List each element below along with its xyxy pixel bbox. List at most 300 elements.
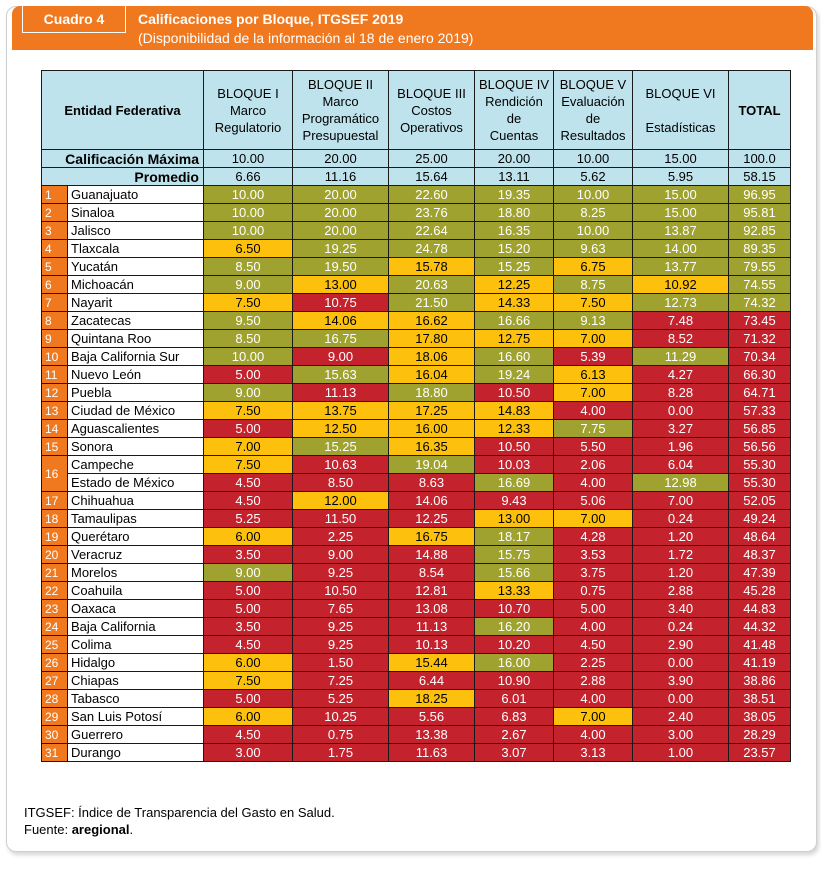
block-score-cell: 8.28: [633, 384, 729, 402]
block-score-cell: 5.06: [554, 492, 633, 510]
block-score-cell: 7.00: [554, 510, 633, 528]
state-row: [42, 546, 791, 564]
total-score-cell: 71.32: [729, 330, 791, 348]
rank-cell: 6: [42, 276, 68, 294]
block-score-cell: 1.72: [633, 546, 729, 564]
state-name: Hidalgo: [68, 654, 204, 672]
state-row: [42, 312, 791, 330]
block-score-cell: 13.77: [633, 258, 729, 276]
state-row: [42, 600, 791, 618]
max-score-cell: 10.00: [204, 150, 293, 168]
block-score-cell: 3.53: [554, 546, 633, 564]
block-score-cell: 7.50: [554, 294, 633, 312]
block-score-cell: 9.25: [293, 636, 389, 654]
state-row: [42, 402, 791, 420]
block-score-cell: 15.44: [389, 654, 475, 672]
block-score-cell: 10.50: [475, 438, 554, 456]
total-score-cell: 89.35: [729, 240, 791, 258]
block-header-line: BLOQUE III: [397, 85, 466, 101]
max-score-label: Calificación Máxima: [42, 150, 204, 168]
state-name: Estado de México: [68, 474, 204, 492]
block-score-cell: 7.00: [633, 492, 729, 510]
block-score-cell: 16.66: [475, 312, 554, 330]
block-score-cell: 10.00: [204, 186, 293, 204]
block-score-cell: 7.00: [554, 384, 633, 402]
block-score-cell: 5.56: [389, 708, 475, 726]
block-score-cell: 3.40: [633, 600, 729, 618]
source-end: .: [129, 822, 134, 837]
state-name: Durango: [68, 744, 204, 762]
block-score-cell: 4.28: [554, 528, 633, 546]
block-score-cell: 10.00: [204, 348, 293, 366]
total-score-cell: 47.39: [729, 564, 791, 582]
block-score-cell: 0.00: [633, 402, 729, 420]
block-score-cell: 18.06: [389, 348, 475, 366]
block-score-cell: 14.06: [389, 492, 475, 510]
block-score-cell: 18.17: [475, 528, 554, 546]
block-score-cell: 1.75: [293, 744, 389, 762]
block-score-cell: 9.25: [293, 564, 389, 582]
block-score-cell: 6.75: [554, 258, 633, 276]
table-subtitle: (Disponibilidad de la información al 18 de enero 2019): [138, 30, 474, 46]
total-score-cell: 66.30: [729, 366, 791, 384]
total-score-cell: 41.48: [729, 636, 791, 654]
state-row: [42, 654, 791, 672]
block-score-cell: 0.75: [554, 582, 633, 600]
total-score-cell: 38.05: [729, 708, 791, 726]
state-name: Campeche: [68, 456, 204, 474]
block-score-cell: 4.50: [554, 636, 633, 654]
block-score-cell: 19.50: [293, 258, 389, 276]
block-score-cell: 12.50: [293, 420, 389, 438]
block-score-cell: 2.06: [554, 456, 633, 474]
block-score-cell: 11.63: [389, 744, 475, 762]
block-score-cell: 11.13: [389, 618, 475, 636]
max-score-cell: 20.00: [475, 150, 554, 168]
rank-cell: 7: [42, 294, 68, 312]
block-score-cell: 10.13: [389, 636, 475, 654]
block-score-cell: 5.25: [293, 690, 389, 708]
block-score-cell: 16.75: [389, 528, 475, 546]
block-score-cell: 12.75: [475, 330, 554, 348]
block-score-cell: 12.00: [293, 492, 389, 510]
block-score-cell: 24.78: [389, 240, 475, 258]
state-row: [42, 456, 791, 474]
block-header-line: Operativos: [400, 119, 463, 135]
rank-cell: 3: [42, 222, 68, 240]
block-score-cell: 5.25: [204, 510, 293, 528]
block-score-cell: 7.50: [204, 456, 293, 474]
block-score-cell: 3.50: [204, 618, 293, 636]
block-score-cell: 15.20: [475, 240, 554, 258]
average-cell: 5.62: [554, 168, 633, 186]
block-score-cell: 2.25: [293, 528, 389, 546]
state-name: Yucatán: [68, 258, 204, 276]
rank-cell: 10: [42, 348, 68, 366]
block-score-cell: 5.00: [204, 420, 293, 438]
block-score-cell: 8.63: [389, 474, 475, 492]
rank-cell: 2: [42, 204, 68, 222]
block-score-cell: 19.04: [389, 456, 475, 474]
state-name: Baja California: [68, 618, 204, 636]
block-score-cell: 6.01: [475, 690, 554, 708]
block-score-cell: 11.50: [293, 510, 389, 528]
source-label: Fuente:: [24, 822, 72, 837]
block-score-cell: 19.25: [293, 240, 389, 258]
block-header-line: BLOQUE V: [559, 77, 627, 92]
block-score-cell: 20.00: [293, 222, 389, 240]
total-score-cell: 70.34: [729, 348, 791, 366]
block-score-cell: 8.50: [204, 330, 293, 348]
total-score-cell: 92.85: [729, 222, 791, 240]
block-score-cell: 18.80: [389, 384, 475, 402]
block-score-cell: 7.50: [204, 672, 293, 690]
state-row: [42, 330, 791, 348]
block-2-header: [293, 71, 389, 150]
block-score-cell: 15.00: [633, 186, 729, 204]
block-score-cell: 16.69: [475, 474, 554, 492]
block-header-line: Estadísticas: [645, 119, 716, 135]
average-row: [42, 168, 791, 186]
block-score-cell: 16.35: [389, 438, 475, 456]
block-score-cell: 4.27: [633, 366, 729, 384]
block-score-cell: 1.50: [293, 654, 389, 672]
block-score-cell: 5.00: [554, 600, 633, 618]
block-score-cell: 13.33: [475, 582, 554, 600]
block-score-cell: 10.63: [293, 456, 389, 474]
total-score-cell: 45.28: [729, 582, 791, 600]
table-title: Calificaciones por Bloque, ITGSEF 2019: [138, 11, 404, 27]
block-score-cell: 10.03: [475, 456, 554, 474]
block-score-cell: 9.00: [204, 384, 293, 402]
state-row: [42, 726, 791, 744]
block-score-cell: 2.90: [633, 636, 729, 654]
max-score-cell: 100.0: [729, 150, 791, 168]
state-row: [42, 240, 791, 258]
average-cell: 13.11: [475, 168, 554, 186]
block-header-line: Costos: [411, 102, 452, 118]
state-name: Colima: [68, 636, 204, 654]
rank-cell: 14: [42, 420, 68, 438]
scores-table-container: [41, 70, 791, 762]
block-score-cell: 7.48: [633, 312, 729, 330]
state-row: [42, 492, 791, 510]
block-header-line: Evaluación: [561, 94, 625, 109]
block-score-cell: 2.88: [633, 582, 729, 600]
state-name: Morelos: [68, 564, 204, 582]
total-score-cell: 79.55: [729, 258, 791, 276]
block-score-cell: 2.88: [554, 672, 633, 690]
block-score-cell: 23.76: [389, 204, 475, 222]
total-score-cell: 74.32: [729, 294, 791, 312]
block-score-cell: 22.60: [389, 186, 475, 204]
rank-cell: 19: [42, 528, 68, 546]
block-score-cell: 7.50: [204, 402, 293, 420]
total-score-cell: 73.45: [729, 312, 791, 330]
block-header-line: de: [585, 111, 601, 126]
state-name: Chiapas: [68, 672, 204, 690]
block-score-cell: 2.67: [475, 726, 554, 744]
rank-cell: 22: [42, 582, 68, 600]
state-row: [42, 510, 791, 528]
block-score-cell: 7.50: [204, 294, 293, 312]
block-score-cell: 9.00: [204, 276, 293, 294]
block-score-cell: 1.00: [633, 744, 729, 762]
block-score-cell: 4.50: [204, 492, 293, 510]
block-score-cell: 3.75: [554, 564, 633, 582]
total-score-cell: 56.85: [729, 420, 791, 438]
block-score-cell: 13.00: [475, 510, 554, 528]
block-score-cell: 4.00: [554, 726, 633, 744]
block-score-cell: 4.50: [204, 474, 293, 492]
rank-cell: 26: [42, 654, 68, 672]
block-score-cell: 4.00: [554, 402, 633, 420]
rank-cell: 24: [42, 618, 68, 636]
total-score-cell: 52.05: [729, 492, 791, 510]
rank-cell: 12: [42, 384, 68, 402]
rank-cell: 27: [42, 672, 68, 690]
block-score-cell: 6.00: [204, 528, 293, 546]
block-score-cell: 15.78: [389, 258, 475, 276]
block-score-cell: 14.88: [389, 546, 475, 564]
block-score-cell: 7.00: [204, 438, 293, 456]
state-name: Aguascalientes: [68, 420, 204, 438]
state-row: [42, 690, 791, 708]
state-name: Guanajuato: [68, 186, 204, 204]
state-row: [42, 582, 791, 600]
block-header-line: BLOQUE VI: [645, 85, 716, 101]
total-score-cell: 38.51: [729, 690, 791, 708]
block-score-cell: 10.50: [475, 384, 554, 402]
rank-cell: 15: [42, 438, 68, 456]
block-score-cell: 0.00: [633, 654, 729, 672]
state-name: Tabasco: [68, 690, 204, 708]
total-score-cell: 95.81: [729, 204, 791, 222]
rank-cell: 29: [42, 708, 68, 726]
block-score-cell: 8.54: [389, 564, 475, 582]
block-score-cell: 16.35: [475, 222, 554, 240]
block-score-cell: 14.00: [633, 240, 729, 258]
block-score-cell: 11.29: [633, 348, 729, 366]
block-score-cell: 10.75: [293, 294, 389, 312]
block-score-cell: 6.44: [389, 672, 475, 690]
rank-cell: 28: [42, 690, 68, 708]
block-score-cell: 6.83: [475, 708, 554, 726]
block-header-line: BLOQUE II: [307, 77, 374, 92]
block-score-cell: 6.00: [204, 708, 293, 726]
block-score-cell: 11.13: [293, 384, 389, 402]
rank-cell: 13: [42, 402, 68, 420]
block-score-cell: 6.04: [633, 456, 729, 474]
max-score-cell: 20.00: [293, 150, 389, 168]
block-6-header: [633, 71, 729, 150]
state-name: Ciudad de México: [68, 402, 204, 420]
block-score-cell: 19.35: [475, 186, 554, 204]
total-score-cell: 55.30: [729, 456, 791, 474]
total-score-cell: 57.33: [729, 402, 791, 420]
total-score-cell: 41.19: [729, 654, 791, 672]
block-score-cell: 17.80: [389, 330, 475, 348]
state-row: [42, 204, 791, 222]
block-score-cell: 2.25: [554, 654, 633, 672]
block-score-cell: 9.00: [293, 348, 389, 366]
rank-cell: 20: [42, 546, 68, 564]
block-score-cell: 13.00: [293, 276, 389, 294]
rank-cell: 1: [42, 186, 68, 204]
block-header-line: de: [506, 111, 522, 126]
rank-cell: 17: [42, 492, 68, 510]
block-score-cell: 15.00: [633, 204, 729, 222]
block-score-cell: 10.92: [633, 276, 729, 294]
state-row: [42, 672, 791, 690]
average-cell: 15.64: [389, 168, 475, 186]
block-score-cell: 5.50: [554, 438, 633, 456]
block-score-cell: 4.50: [204, 726, 293, 744]
block-score-cell: 20.00: [293, 204, 389, 222]
block-score-cell: 15.66: [475, 564, 554, 582]
block-score-cell: 7.25: [293, 672, 389, 690]
block-score-cell: 15.63: [293, 366, 389, 384]
block-score-cell: 3.50: [204, 546, 293, 564]
state-row: [42, 384, 791, 402]
block-score-cell: 20.00: [293, 186, 389, 204]
rank-cell: 18: [42, 510, 68, 528]
state-name: Querétaro: [68, 528, 204, 546]
state-name: Baja California Sur: [68, 348, 204, 366]
max-score-cell: 15.00: [633, 150, 729, 168]
block-score-cell: 0.24: [633, 510, 729, 528]
block-score-cell: 10.90: [475, 672, 554, 690]
block-score-cell: 5.00: [204, 366, 293, 384]
block-score-cell: 7.00: [554, 708, 633, 726]
block-score-cell: 5.00: [204, 690, 293, 708]
block-score-cell: 4.00: [554, 474, 633, 492]
block-score-cell: 10.25: [293, 708, 389, 726]
block-score-cell: 12.33: [475, 420, 554, 438]
rank-cell: 30: [42, 726, 68, 744]
block-1-header: [204, 71, 293, 150]
block-score-cell: 9.13: [554, 312, 633, 330]
total-score-cell: 49.24: [729, 510, 791, 528]
block-score-cell: 14.83: [475, 402, 554, 420]
block-header-line: Cuentas: [489, 128, 539, 143]
state-row: [42, 348, 791, 366]
total-score-cell: 74.55: [729, 276, 791, 294]
block-score-cell: 16.60: [475, 348, 554, 366]
block-score-cell: 5.00: [204, 600, 293, 618]
block-score-cell: 16.62: [389, 312, 475, 330]
average-cell: 11.16: [293, 168, 389, 186]
state-row: [42, 744, 791, 762]
state-name: Michoacán: [68, 276, 204, 294]
block-score-cell: 3.00: [633, 726, 729, 744]
block-score-cell: 1.20: [633, 564, 729, 582]
total-score-cell: 44.32: [729, 618, 791, 636]
state-name: Guerrero: [68, 726, 204, 744]
block-score-cell: 13.75: [293, 402, 389, 420]
rank-cell: 25: [42, 636, 68, 654]
block-score-cell: 4.00: [554, 618, 633, 636]
state-name: Jalisco: [68, 222, 204, 240]
total-score-cell: 28.29: [729, 726, 791, 744]
block-header-line: BLOQUE I: [217, 85, 279, 101]
block-4-header: [475, 71, 554, 150]
state-name: Quintana Roo: [68, 330, 204, 348]
block-score-cell: 0.75: [293, 726, 389, 744]
rank-cell: 8: [42, 312, 68, 330]
block-score-cell: 1.96: [633, 438, 729, 456]
state-row: [42, 258, 791, 276]
block-score-cell: 16.75: [293, 330, 389, 348]
block-score-cell: 3.27: [633, 420, 729, 438]
state-row: [42, 528, 791, 546]
block-header-line: Programático: [301, 111, 380, 126]
rank-cell: 4: [42, 240, 68, 258]
state-row: [42, 708, 791, 726]
state-name: Zacatecas: [68, 312, 204, 330]
total-score-cell: 96.95: [729, 186, 791, 204]
block-score-cell: 3.00: [204, 744, 293, 762]
rank-cell: 9: [42, 330, 68, 348]
total-score-cell: 56.56: [729, 438, 791, 456]
block-score-cell: 6.50: [204, 240, 293, 258]
state-row: [42, 438, 791, 456]
block-score-cell: 3.07: [475, 744, 554, 762]
state-name: Puebla: [68, 384, 204, 402]
block-score-cell: 15.75: [475, 546, 554, 564]
block-score-cell: 10.00: [554, 222, 633, 240]
footnote-source: [24, 822, 133, 837]
table-header-bar: [12, 6, 813, 50]
block-header-line: Marco: [229, 102, 267, 118]
state-row: [42, 474, 791, 492]
state-row: [42, 276, 791, 294]
state-name: Tlaxcala: [68, 240, 204, 258]
block-score-cell: 14.06: [293, 312, 389, 330]
block-header-line: Rendición: [485, 94, 543, 109]
block-header-line: Regulatorio: [214, 119, 282, 135]
block-score-cell: 8.75: [554, 276, 633, 294]
rank-cell: 11: [42, 366, 68, 384]
block-score-cell: 14.33: [475, 294, 554, 312]
total-score-cell: 38.86: [729, 672, 791, 690]
block-score-cell: 3.90: [633, 672, 729, 690]
footnote-definition: ITGSEF: Índice de Transparencia del Gasto en Salud.: [24, 805, 335, 820]
block-score-cell: 7.65: [293, 600, 389, 618]
block-3-header: [389, 71, 475, 150]
block-score-cell: 10.00: [554, 186, 633, 204]
state-name: Oaxaca: [68, 600, 204, 618]
block-score-cell: 10.00: [204, 222, 293, 240]
block-score-cell: 16.00: [475, 654, 554, 672]
block-score-cell: 18.80: [475, 204, 554, 222]
state-row: [42, 636, 791, 654]
table-number-badge: Cuadro 4: [22, 6, 126, 33]
state-row: [42, 294, 791, 312]
rank-cell: 21: [42, 564, 68, 582]
state-row: [42, 186, 791, 204]
total-score-cell: 48.37: [729, 546, 791, 564]
block-score-cell: 7.00: [554, 330, 633, 348]
block-score-cell: 13.87: [633, 222, 729, 240]
block-score-cell: 6.13: [554, 366, 633, 384]
block-score-cell: 18.25: [389, 690, 475, 708]
average-cell: 6.66: [204, 168, 293, 186]
state-name: Nayarit: [68, 294, 204, 312]
block-score-cell: 12.25: [475, 276, 554, 294]
block-score-cell: 9.25: [293, 618, 389, 636]
total-score-cell: 44.83: [729, 600, 791, 618]
